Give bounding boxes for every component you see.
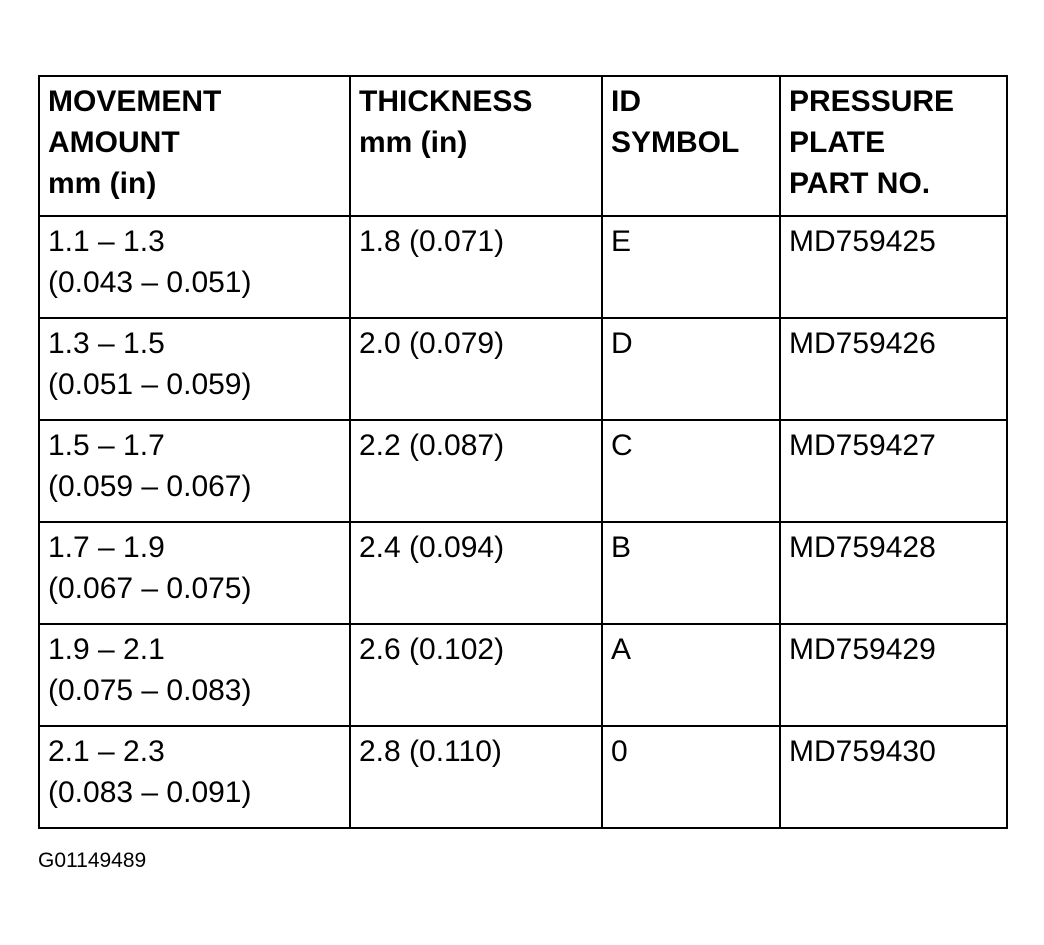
table-row bbox=[39, 420, 1007, 522]
movement-cell bbox=[39, 624, 350, 726]
header-movement-amount bbox=[39, 76, 350, 216]
movement-cell bbox=[39, 420, 350, 522]
movement-in: (0.067 – 0.075) bbox=[48, 572, 252, 605]
header-pressure-plate-part-no bbox=[780, 76, 1007, 216]
movement-mm: 2.1 – 2.3 bbox=[48, 735, 165, 768]
movement-in: (0.051 – 0.059) bbox=[48, 368, 252, 401]
part-no-cell: MD759429 bbox=[780, 624, 1007, 726]
pressure-plate-spec-table bbox=[38, 75, 1008, 829]
table-row bbox=[39, 624, 1007, 726]
part-no-cell: MD759427 bbox=[780, 420, 1007, 522]
id-symbol-cell: C bbox=[602, 420, 780, 522]
header-thickness bbox=[350, 76, 602, 216]
header-line: PLATE bbox=[789, 126, 886, 159]
movement-cell bbox=[39, 726, 350, 828]
part-no-cell: MD759428 bbox=[780, 522, 1007, 624]
table-row bbox=[39, 522, 1007, 624]
header-line: MOVEMENT bbox=[48, 85, 222, 118]
movement-in: (0.059 – 0.067) bbox=[48, 470, 252, 503]
movement-cell bbox=[39, 522, 350, 624]
table-body bbox=[39, 216, 1007, 828]
movement-mm: 1.3 – 1.5 bbox=[48, 327, 165, 360]
movement-mm: 1.9 – 2.1 bbox=[48, 633, 165, 666]
id-symbol-cell: 0 bbox=[602, 726, 780, 828]
movement-in: (0.075 – 0.083) bbox=[48, 674, 252, 707]
id-symbol-cell: A bbox=[602, 624, 780, 726]
movement-mm: 1.5 – 1.7 bbox=[48, 429, 165, 462]
header-line: mm (in) bbox=[48, 167, 157, 200]
movement-in: (0.083 – 0.091) bbox=[48, 776, 252, 809]
header-line: SYMBOL bbox=[611, 126, 740, 159]
header-line: THICKNESS bbox=[359, 85, 533, 118]
movement-cell bbox=[39, 318, 350, 420]
id-symbol-cell: D bbox=[602, 318, 780, 420]
part-no-cell: MD759430 bbox=[780, 726, 1007, 828]
table-row bbox=[39, 216, 1007, 318]
id-symbol-cell: E bbox=[602, 216, 780, 318]
table-header bbox=[39, 76, 1007, 216]
header-line: PRESSURE bbox=[789, 85, 955, 118]
header-line: PART NO. bbox=[789, 167, 931, 200]
table-row bbox=[39, 318, 1007, 420]
movement-cell bbox=[39, 216, 350, 318]
thickness-cell: 2.2 (0.087) bbox=[350, 420, 602, 522]
thickness-cell: 2.6 (0.102) bbox=[350, 624, 602, 726]
part-no-cell: MD759425 bbox=[780, 216, 1007, 318]
thickness-cell: 2.0 (0.079) bbox=[350, 318, 602, 420]
thickness-cell: 1.8 (0.071) bbox=[350, 216, 602, 318]
movement-mm: 1.7 – 1.9 bbox=[48, 531, 165, 564]
part-no-cell: MD759426 bbox=[780, 318, 1007, 420]
table-row bbox=[39, 726, 1007, 828]
header-row bbox=[39, 76, 1007, 216]
header-line: ID bbox=[611, 85, 641, 118]
thickness-cell: 2.4 (0.094) bbox=[350, 522, 602, 624]
movement-in: (0.043 – 0.051) bbox=[48, 266, 252, 299]
id-symbol-cell: B bbox=[602, 522, 780, 624]
header-line: AMOUNT bbox=[48, 126, 180, 159]
header-id-symbol bbox=[602, 76, 780, 216]
header-line: mm (in) bbox=[359, 126, 468, 159]
figure-id-label: G01149489 bbox=[38, 849, 147, 872]
thickness-cell: 2.8 (0.110) bbox=[350, 726, 602, 828]
movement-mm: 1.1 – 1.3 bbox=[48, 225, 165, 258]
